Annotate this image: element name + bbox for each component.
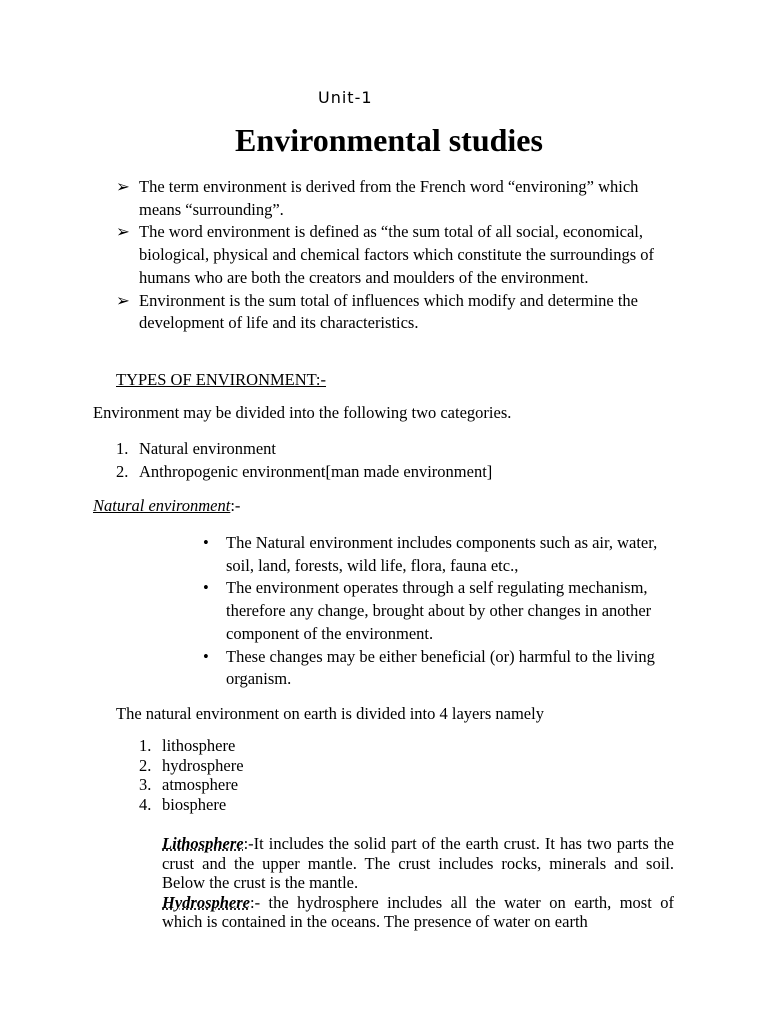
list-number: 1. [139,736,152,755]
bullet-dot-icon: • [203,578,209,598]
natural-heading-label: Natural environment [93,496,231,515]
list-item [116,221,676,289]
definition-text: Environment is the sum total of influences which modify and determine the development of life and its characteristics. [139,290,639,333]
list-item [116,461,492,484]
definition-list [116,176,676,335]
natural-environment-heading [93,496,240,516]
list-item [116,438,492,461]
bullet-dot-icon: • [203,533,209,552]
natural-heading-suffix: :- [230,496,241,515]
list-number: 4. [139,794,152,814]
natural-points-list [203,532,663,691]
point-text: The environment operates through a self regulating mechanism, therefore any change, brought about by other changes in another component of the environment. [226,578,652,643]
point-text: The Natural environment includes components such as air, water, soil, land, forests, wild life, flora, fauna etc., [226,533,658,575]
list-item [116,176,676,221]
layer-descriptions [162,834,674,932]
list-item [203,532,663,577]
layers-intro: The natural environment on earth is divided into 4 layers namely [116,704,544,723]
definition-text: The word environment is defined as “the sum total of all social, economical, biological, physical and chemical factors which constitute the surroundings of humans who are both the creators and moulders of the environment. [139,222,655,287]
arrow-bullet-icon: ➢ [116,222,130,242]
layer-text: lithosphere [162,736,236,755]
list-number: 3. [139,775,152,794]
page-title: Environmental studies [235,122,543,158]
layers-list [139,736,244,814]
list-item [203,577,663,645]
layer-text: biosphere [162,794,227,814]
list-number: 2. [116,461,129,481]
list-item [139,736,244,756]
list-item [139,795,244,815]
categories-intro: Environment may be divided into the following two categories. [93,403,512,422]
category-text: Anthropogenic environment[man made environment] [139,461,493,481]
arrow-bullet-icon: ➢ [116,290,130,310]
list-number: 1. [116,439,129,458]
list-item [203,646,663,691]
categories-list [116,438,492,483]
layer-text: hydrosphere [162,755,244,775]
types-heading: TYPES OF ENVIRONMENT:- [116,370,327,389]
unit-label: Unit-1 [318,88,373,107]
list-number: 2. [139,755,152,775]
list-item [116,290,676,335]
point-text: These changes may be either beneficial (or) harmful to the living organism. [226,646,655,689]
arrow-bullet-icon: ➢ [116,177,130,196]
definition-text: The term environment is derived from the French word “environing” which means “surrounding”. [139,177,639,219]
list-item [139,756,244,776]
hydrosphere-text: :- the hydrosphere includes all the water on earth, most of which is contained in the oceans. The presence of water on earth [162,892,674,931]
bullet-dot-icon: • [203,646,209,666]
hydrosphere-term: Hydrosphere [162,892,250,912]
list-item [139,775,244,795]
lithosphere-text: :-It includes the solid part of the earth crust. It has two parts the crust and the upper mantle. The crust includes rocks, minerals and soil. Below the crust is the mantle. [162,834,674,892]
category-text: Natural environment [139,439,276,458]
layer-text: atmosphere [162,775,239,794]
lithosphere-term: Lithosphere [162,834,244,853]
